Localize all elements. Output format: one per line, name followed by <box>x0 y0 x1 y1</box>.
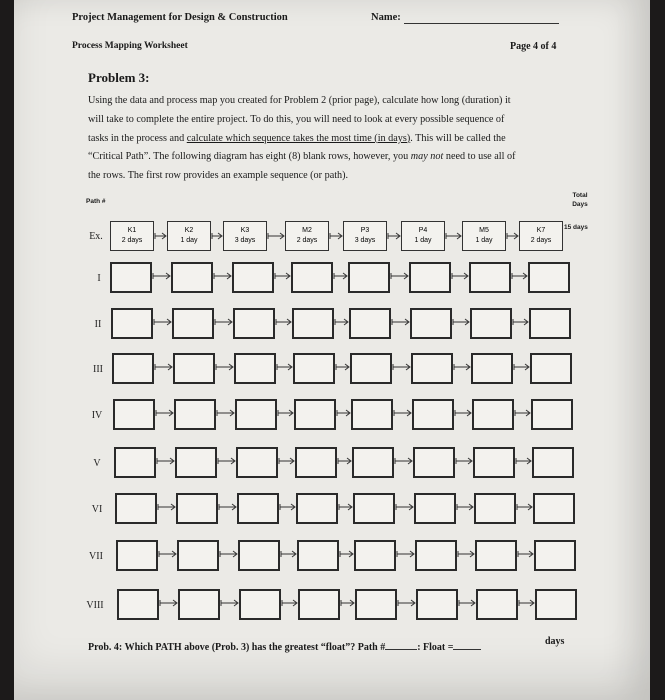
task-entry-box[interactable] <box>416 589 458 620</box>
task-entry-box[interactable] <box>178 589 220 620</box>
arrow-icon <box>214 316 233 328</box>
task-entry-box[interactable] <box>114 447 156 478</box>
task-entry-box[interactable] <box>238 540 280 571</box>
arrow-icon <box>392 361 411 373</box>
arrow-icon <box>156 455 175 467</box>
arrow-icon <box>453 361 471 373</box>
arrow-icon <box>216 407 235 419</box>
path-row-label: VI <box>91 504 103 515</box>
arrow-icon <box>154 361 173 373</box>
total-days-header: Total Days <box>572 192 588 208</box>
arrow-icon <box>217 455 236 467</box>
problem-3-instructions <box>88 92 558 186</box>
task-entry-box[interactable] <box>531 399 573 430</box>
task-entry-box[interactable] <box>530 353 572 384</box>
task-entry-box[interactable] <box>413 447 455 478</box>
task-code: K1 <box>127 227 137 234</box>
task-entry-box[interactable] <box>410 308 452 339</box>
task-entry-box[interactable] <box>469 262 511 293</box>
task-entry-box[interactable] <box>232 262 274 293</box>
arrow-icon <box>155 407 174 419</box>
arrow-icon <box>334 316 349 328</box>
task-duration: 1 day <box>475 237 493 244</box>
task-entry-box[interactable] <box>352 447 394 478</box>
task-entry-box[interactable] <box>298 589 340 620</box>
task-entry-box[interactable] <box>112 353 154 384</box>
task-entry-box[interactable] <box>113 399 155 430</box>
path-row-label: VIII <box>86 600 104 611</box>
task-entry-box[interactable] <box>117 589 159 620</box>
task-entry-box[interactable] <box>415 540 457 571</box>
task-entry-box[interactable] <box>297 540 339 571</box>
arrow-icon <box>515 455 532 467</box>
task-entry-box[interactable] <box>295 447 337 478</box>
path-row-label: I <box>97 273 101 284</box>
example-total: 15 days <box>564 224 588 231</box>
page-number: Page 4 of 4 <box>510 41 557 52</box>
task-code: M2 <box>302 227 312 234</box>
arrow-icon <box>387 230 401 242</box>
instruction-line: will take to complete the entire project. To do this, you will need to look at every possible sequence of <box>88 113 505 125</box>
task-entry-box[interactable] <box>355 589 397 620</box>
arrow-icon <box>339 548 354 560</box>
path-row-label: III <box>93 364 103 375</box>
arrow-icon <box>153 316 172 328</box>
task-entry-box[interactable] <box>474 493 516 524</box>
task-entry-box[interactable] <box>476 589 518 620</box>
task-code: P4 <box>418 227 428 234</box>
path-header: Path # <box>86 198 106 205</box>
arrow-icon <box>391 316 410 328</box>
task-entry-box[interactable] <box>409 262 451 293</box>
task-entry-box[interactable] <box>111 308 153 339</box>
arrow-icon <box>458 597 476 609</box>
example-task-box <box>285 221 329 251</box>
arrow-icon <box>280 548 297 560</box>
arrow-icon <box>220 597 239 609</box>
arrow-icon <box>215 361 234 373</box>
task-entry-box[interactable] <box>351 399 393 430</box>
arrow-icon <box>513 361 530 373</box>
task-entry-box[interactable] <box>234 353 276 384</box>
task-entry-box[interactable] <box>296 493 338 524</box>
task-entry-box[interactable] <box>115 493 157 524</box>
task-entry-box[interactable] <box>175 447 217 478</box>
instruction-line: the rows. The first row provides an example sequence (or path). <box>88 170 349 182</box>
task-duration: 2 days <box>296 237 318 244</box>
task-code: P3 <box>360 227 370 234</box>
emphasis-underline: calculate which sequence takes the most time (in days) <box>186 132 411 144</box>
arrow-icon <box>390 270 409 282</box>
task-code: M5 <box>479 227 489 234</box>
arrow-icon <box>338 501 353 513</box>
arrow-icon <box>457 548 475 560</box>
arrow-icon <box>396 548 415 560</box>
arrow-icon <box>454 407 472 419</box>
arrow-icon <box>516 501 533 513</box>
task-entry-box[interactable] <box>173 353 215 384</box>
task-entry-box[interactable] <box>412 399 454 430</box>
task-entry-box[interactable] <box>414 493 456 524</box>
arrow-icon <box>281 597 298 609</box>
example-task-box <box>223 221 267 251</box>
task-code: K3 <box>240 227 250 234</box>
arrow-icon <box>278 455 295 467</box>
arrow-icon <box>157 501 176 513</box>
task-entry-box[interactable] <box>533 493 575 524</box>
arrow-icon <box>455 455 473 467</box>
arrow-icon <box>279 501 296 513</box>
arrow-icon <box>275 316 292 328</box>
example-task-box <box>519 221 563 251</box>
task-entry-box[interactable] <box>116 540 158 571</box>
float-label: : Float = <box>417 642 454 653</box>
task-entry-box[interactable] <box>353 493 395 524</box>
path-row-label: V <box>93 458 101 469</box>
task-entry-box[interactable] <box>292 308 334 339</box>
problem-3-title: Problem 3: <box>88 70 150 85</box>
arrow-icon <box>329 230 343 242</box>
name-field[interactable] <box>404 23 559 24</box>
arrow-icon <box>277 407 294 419</box>
task-duration: 2 days <box>121 237 143 244</box>
task-entry-box[interactable] <box>291 262 333 293</box>
path-number-blank[interactable] <box>385 649 417 650</box>
arrow-icon <box>219 548 238 560</box>
task-entry-box[interactable] <box>532 447 574 478</box>
task-entry-box[interactable] <box>473 447 515 478</box>
task-code: K2 <box>184 227 194 234</box>
task-entry-box[interactable] <box>172 308 214 339</box>
task-entry-box[interactable] <box>411 353 453 384</box>
instruction-line: “Critical Path”. The following diagram has eight (8) blank rows, however, you may not need to use all of <box>88 151 516 163</box>
arrow-icon <box>518 597 535 609</box>
arrow-icon <box>445 230 462 242</box>
problem-4-question: Prob. 4: Which PATH above (Prob. 3) has the greatest “float”? Path # <box>88 642 386 653</box>
example-task-box <box>343 221 387 251</box>
task-entry-box[interactable] <box>528 262 570 293</box>
task-entry-box[interactable] <box>174 399 216 430</box>
arrow-icon <box>276 361 293 373</box>
arrow-icon <box>506 230 519 242</box>
task-entry-box[interactable] <box>471 353 513 384</box>
arrow-icon <box>512 316 529 328</box>
task-entry-box[interactable] <box>472 399 514 430</box>
task-entry-box[interactable] <box>470 308 512 339</box>
arrow-icon <box>154 230 167 242</box>
task-entry-box[interactable] <box>176 493 218 524</box>
arrow-icon <box>397 597 416 609</box>
path-row-label: IV <box>91 410 103 421</box>
example-label: Ex. <box>89 231 103 242</box>
path-row-label: II <box>94 319 102 330</box>
problem-4 <box>88 642 481 653</box>
arrow-icon <box>456 501 474 513</box>
instruction-line: tasks in the process and calculate which sequence takes the most time (in days). This will be called the <box>88 132 506 144</box>
task-entry-box[interactable] <box>171 262 213 293</box>
task-entry-box[interactable] <box>233 308 275 339</box>
task-duration: 3 days <box>234 237 256 244</box>
arrow-icon <box>159 597 178 609</box>
arrow-icon <box>158 548 177 560</box>
arrow-icon <box>267 230 285 242</box>
arrow-icon <box>451 270 469 282</box>
task-entry-box[interactable] <box>235 399 277 430</box>
task-entry-box[interactable] <box>236 447 278 478</box>
task-entry-box[interactable] <box>293 353 335 384</box>
arrow-icon <box>337 455 352 467</box>
arrow-icon <box>394 455 413 467</box>
arrow-icon <box>333 270 348 282</box>
example-task-box <box>110 221 154 251</box>
task-duration: 2 days <box>530 237 552 244</box>
arrow-icon <box>152 270 171 282</box>
task-entry-box[interactable] <box>349 308 391 339</box>
example-task-box <box>462 221 506 251</box>
example-task-box <box>401 221 445 251</box>
arrow-icon <box>511 270 528 282</box>
task-duration: 1 day <box>414 237 432 244</box>
arrow-icon <box>340 597 355 609</box>
float-blank[interactable] <box>453 649 481 650</box>
arrow-icon <box>335 361 350 373</box>
task-entry-box[interactable] <box>350 353 392 384</box>
task-entry-box[interactable] <box>475 540 517 571</box>
task-entry-box[interactable] <box>177 540 219 571</box>
task-entry-box[interactable] <box>237 493 279 524</box>
task-entry-box[interactable] <box>354 540 396 571</box>
task-entry-box[interactable] <box>535 589 577 620</box>
course-title: Project Management for Design & Construction <box>72 12 288 23</box>
instruction-line: Using the data and process map you created for Problem 2 (prior page), calculate how long (duration) it <box>88 95 511 106</box>
task-entry-box[interactable] <box>529 308 571 339</box>
task-code: K7 <box>536 227 546 234</box>
task-duration: 3 days <box>354 237 376 244</box>
arrow-icon <box>213 270 232 282</box>
days-label: days <box>545 636 565 647</box>
path-row-label: VII <box>89 551 103 562</box>
arrow-icon <box>274 270 291 282</box>
arrow-icon <box>395 501 414 513</box>
arrow-icon <box>218 501 237 513</box>
task-entry-box[interactable] <box>294 399 336 430</box>
arrow-icon <box>514 407 531 419</box>
arrow-icon <box>452 316 470 328</box>
task-entry-box[interactable] <box>239 589 281 620</box>
task-entry-box[interactable] <box>348 262 390 293</box>
worksheet-title: Process Mapping Worksheet <box>72 41 188 51</box>
emphasis-italic: may not <box>410 151 444 163</box>
example-task-box <box>167 221 211 251</box>
name-label: Name: <box>371 12 401 23</box>
task-duration: 1 day <box>180 237 198 244</box>
arrow-icon <box>517 548 534 560</box>
arrow-icon <box>336 407 351 419</box>
task-entry-box[interactable] <box>110 262 152 293</box>
task-entry-box[interactable] <box>534 540 576 571</box>
arrow-icon <box>393 407 412 419</box>
arrow-icon <box>211 230 223 242</box>
